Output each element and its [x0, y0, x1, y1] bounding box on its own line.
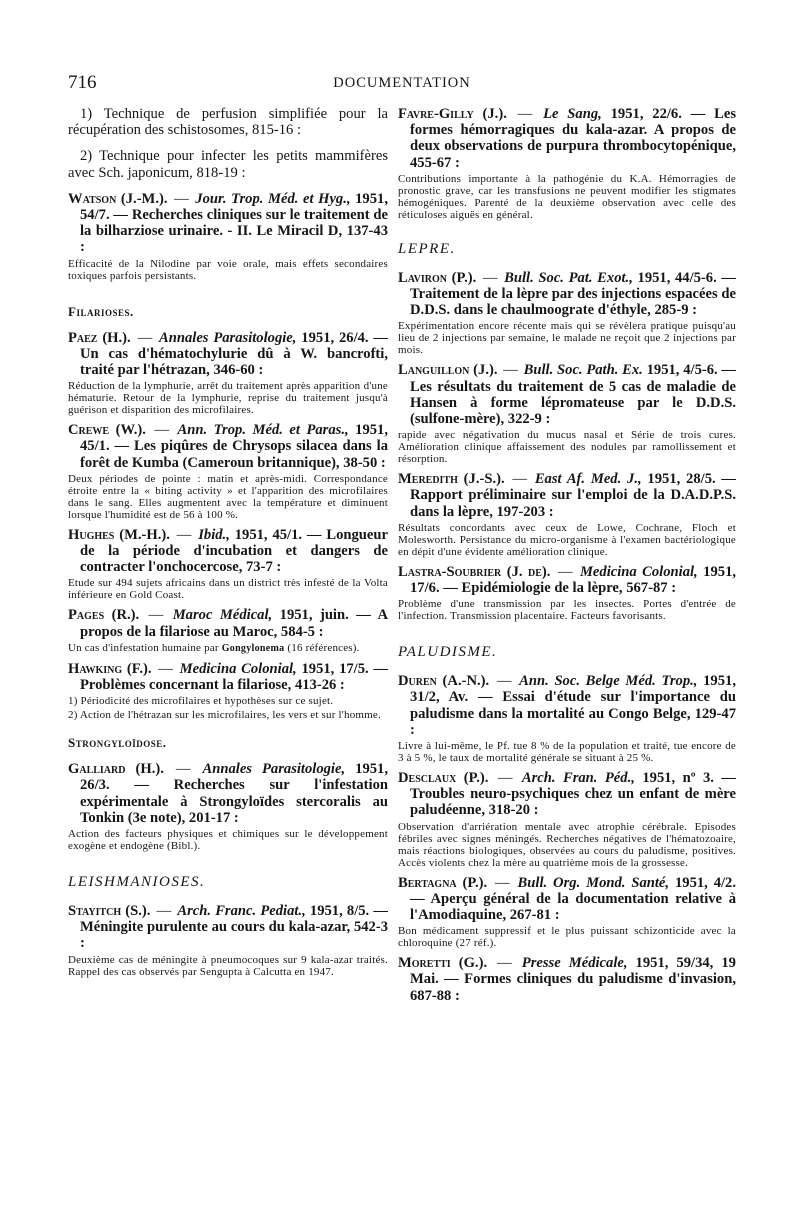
note-text: Un cas d'infestation humaine par: [68, 641, 219, 654]
entry-journal: Le Sang,: [543, 106, 602, 122]
entry-desclaux: Desclaux (P.). — Arch. Fran. Péd., 1951, nº 3. — Troubles neuro-psychiques chez un enfant de mère paludéenne, 318-20 : Observation d'arriération mentale avec atrophie cérébrale. Episodes fébriles avec signes méningés. Recherches négatives de l'hématozoaire, mais réactions biologiques, observées au cours du paludisme, positives. Accès violents chez la mère au quatrième mois de la grossesse.: [398, 770, 736, 869]
entry-author: Hawking (F.).: [68, 660, 152, 677]
entry-author: Stayitch (S.).: [68, 903, 151, 920]
running-title: DOCUMENTATION: [333, 75, 471, 91]
entry-note: 1) Périodicité des microfilaires et hypothèses sur ce sujet.: [68, 695, 334, 708]
entry-note: Bon médicament suppressif et le plus puissant schizonticide avec la chloroquine (27 réf.).: [398, 925, 736, 950]
entry-author: Lastra-Soubrier (J. de).: [398, 563, 551, 580]
entry-meredith: Meredith (J.-S.). — East Af. Med. J., 1951, 28/5. — Rapport préliminaire sur l'emploi de la D.A.D.P.S. dans la lèpre, 197-203 : Résultats concordants avec ceux de Lowe, Cochrane, Floch et Molesworth. Persistance du micro-organisme à l'examen bactériologique en dépit d'une évidente amélioration clinique.: [398, 471, 737, 558]
entry-author: Meredith (J.-S.).: [398, 471, 505, 488]
entry-journal: Bull. Org. Mond. Santé,: [517, 874, 670, 891]
entry-author: Pages (R.).: [68, 607, 140, 624]
entry-journal: Arch. Fran. Péd.,: [521, 770, 635, 787]
entry-hughes: Hughes (M.-H.). — Ibid., 1951, 45/1. — Longueur de la période d'incubation et dangers de contracter l'onchocercose, 73-7 : Etude sur 494 sujets africains dans un district très infesté de la Volta inférieure en Gold Coast.: [68, 526, 388, 602]
entry-note: Efficacité de la Nilodine par voie orale, mais effets secondaires toxiques parfois persistants.: [68, 257, 388, 282]
entry-note: Deux périodes de pointe : matin et après-midi. Correspondance étroite entre la « biting activity » et l'apparition des microfilaires dans le sang. Elles augmentent avec la température et diminuent lorsque l'humidité est de 56 à 100 %.: [68, 472, 388, 521]
entry-title: 1951, juin. — A propos de la filariose au Maroc, 584-5 :: [80, 607, 388, 640]
entry-galliard: Galliard (H.). — Annales Parasitologie, 1951, 26/3. — Recherches sur l'infestation expérimentale à Strongyloïdes stercoralis au Tonkin (3e note), 201-17 : Action des facteurs physiques et chimiques sur le développement exogène et endogène (Bibl.).: [68, 761, 388, 853]
entry-author: Desclaux (P.).: [398, 770, 489, 787]
entry-note: Problème d'une transmission par les insectes. Portes d'entrée de l'infection. Transmission placentaire. Facteurs favorisants.: [398, 598, 736, 623]
entry-title: 1951, 26/4. — Un cas d'hématochylurie dû à W. bancrofti, traité par l'hétrazan, 346-60 :: [80, 329, 389, 379]
entry-author: Moretti (G.).: [398, 955, 488, 972]
entry-title: 1951, 59/34, 19 Mai. — Formes cliniques du paludisme d'invasion, 687-88 :: [410, 955, 736, 1004]
entry-bertagna: Bertagna (P.). — Bull. Org. Mond. Santé, 1951, 4/2. — Aperçu général de la documentation relative à l'Amodiaquine, 267-81 : Bon médicament suppressif et le plus puissant schizonticide avec la chloroquine (27 réf.).: [398, 874, 736, 950]
note-genus: Gongylonema: [221, 642, 285, 654]
entry-author: Favre-Gilly (J.).: [398, 106, 507, 122]
left-column: [68, 106, 388, 984]
section-heading: LEPRE.: [398, 240, 456, 257]
section-heading: LEISHMANIOSES.: [68, 874, 206, 891]
entry-author: Bertagna (P.).: [398, 874, 488, 891]
entry-title: 1951, 45/1. — Les piqûres de Chrysops silacea dans la forêt de Kumba (Cameroun britannique), 38-50 :: [80, 422, 388, 471]
entry-favre-gilly: Favre-Gilly (J.). — Le Sang, 1951, 22/6. — Les formes hémorragiques du kala-azar. A propos de deux observations de purpura thrombocytopénique, 455-67 : Contributions importante à la pathogénie du K.A. Hémorragies de pronostic grave, car les transfusions ne peuvent modifier les stigmates hémogéniques. Parenté de la deuxième observation avec celle des réticuloses aiguës en général.: [398, 106, 737, 221]
entry-title: 1951, 22/6. — Les formes hémorragiques du kala-azar. A propos de deux observations de purpura thrombocytopénique, 455-67 :: [410, 106, 737, 171]
entry-lastra-soubrier: Lastra-Soubrier (J. de). — Medicina Colonial, 1951, 17/6. — Epidémiologie de la lèpre, 567-87 : Problème d'une transmission par les insectes. Portes d'entrée de l'infection. Transmission placentaire. Facteurs favorisants.: [398, 563, 737, 623]
intro-item-2: 2) Technique pour infecter les petits mammifères avec Sch. japonicum, 818-19 :: [68, 148, 388, 181]
entry-title: 1951, 4/5-6. — Les résultats du traitement de 5 cas de maladie de Hansen à forme lépromateuse par le D.D.S. (sulfone-mère), 322-9 :: [410, 362, 737, 428]
entry-title: 1951, 8/5. — Méningite purulente au cours du kala-azar, 542-3 :: [80, 903, 388, 952]
entry-note: Contributions importante à la pathogénie du K.A. Hémorragies de pronostic grave, car les transfusions ne peuvent modifier les stigmates hémogéniques. Parenté de la deuxième observation avec celle des réticuloses aiguës en général.: [398, 172, 736, 221]
entry-note: Résultats concordants avec ceux de Lowe, Cochrane, Floch et Molesworth. Persistance du micro-organisme à l'examen bactériologique en dépit d'une évidente amélioration clinique.: [398, 521, 736, 558]
entry-note: Deuxième cas de méningite à pneumocoques sur 9 kala-azar traités. Rappel des cas observés par Sengupta à Calcutta en 1947.: [68, 953, 388, 978]
entry-hawking: Hawking (F.). — Medicina Colonial, 1951, 17/5. — Problèmes concernant la filariose, 413-26 : 1) Périodicité des microfilaires et hypothèses sur ce sujet. 2) Action de l'hétrazan sur les microfilaires, les vers et sur l'homme.: [68, 660, 389, 722]
entry-pages: Pages (R.). — Maroc Médical, 1951, juin. — A propos de la filariose au Maroc, 584-5 : Un cas d'infestation humaine par Gongylonema (16 références).: [68, 607, 388, 654]
entry-journal: Medicina Colonial,: [179, 660, 297, 677]
entry-journal: East Af. Med. J.,: [534, 471, 642, 488]
entry-title: 1951, 17/5. — Problèmes concernant la filariose, 413-26 :: [80, 660, 389, 694]
entry-author: Paez (H.).: [68, 329, 131, 346]
entry-note: Etude sur 494 sujets africains dans un district très infesté de la Volta inférieure en Gold Coast.: [68, 577, 388, 602]
entry-author: Languillon (J.).: [398, 362, 498, 379]
entry-journal: Presse Médicale,: [521, 955, 628, 972]
entry-title: 1951, 31/2, Av. — Essai d'étude sur l'importance du paludisme dans la mortalité au Congo Belge, 129-47 :: [410, 673, 736, 738]
entry-journal: Annales Parasitologie,: [159, 329, 297, 346]
entry-title: 1951, 54/7. — Recherches cliniques sur le traitement de la bilharziose urinaire. - II. Le Miracil D, 137-43 :: [80, 190, 388, 256]
entry-title: 1951, 17/6. — Epidémiologie de la lèpre, 567-87 :: [410, 563, 737, 597]
entry-title: 1951, 28/5. — Rapport préliminaire sur l'emploi de la D.A.D.P.S. dans la lèpre, 197-203 :: [410, 471, 737, 520]
intro-item-1: 1) Technique de perfusion simplifiée pour la récupération des schistosomes, 815-16 :: [68, 106, 388, 139]
entry-title: 1951, 45/1. — Longueur de la période d'incubation et dangers de contracter l'onchocercose, 73-7 :: [80, 526, 388, 576]
entry-moretti: Moretti (G.). — Presse Médicale, 1951, 59/34, 19 Mai. — Formes cliniques du paludisme d'invasion, 687-88 :: [398, 955, 736, 1004]
entry-laviron: Laviron (P.). — Bull. Soc. Pat. Exot., 1951, 44/5-6. — Traitement de la lèpre par des injections espacées de D.D.S. dans le chaulmoograte d'éthyle, 285-9 : Expérimentation encore récente mais qui se révèlera pratique puisqu'au lieu de 2 injections par semaine, le malade ne reçoit que 2 injections par mois.: [398, 269, 736, 357]
entry-author: Laviron (P.).: [398, 269, 477, 286]
section-heading: Strongyloïdose.: [68, 735, 167, 751]
right-column: [398, 106, 736, 1010]
entry-note: Livre à lui-même, le Pf. tue 8 % de la population et traité, tue encore de 3 à 5 %, le taux de mortalité générale se situant à 25 %.: [398, 740, 736, 765]
entry-note: 2) Action de l'hétrazan sur les microfilaires, les vers et sur l'homme.: [68, 709, 381, 722]
entry-title: 1951, nº 3. — Troubles neuro-psychiques chez un enfant de mère paludéenne, 318-20 :: [410, 770, 736, 819]
entry-author: Hughes (M.-H.).: [68, 526, 170, 543]
entry-journal: Bull. Soc. Pat. Exot.,: [504, 269, 633, 286]
entry-journal: Ann. Soc. Belge Méd. Trop.,: [519, 673, 698, 690]
section-heading: PALUDISME.: [398, 644, 498, 661]
entry-journal: Jour. Trop. Méd. et Hyg.,: [195, 190, 351, 207]
entry-author: Crewe (W.).: [68, 422, 146, 439]
entry-author: Watson (J.-M.).: [68, 190, 168, 207]
entry-author: Duren (A.-N.).: [398, 673, 490, 690]
entry-author: Galliard (H.).: [68, 761, 164, 778]
entry-journal: Medicina Colonial,: [579, 563, 698, 580]
page-number: 716: [68, 72, 97, 93]
entry-journal: Maroc Médical,: [172, 607, 273, 624]
section-heading: Filarioses.: [68, 303, 134, 319]
entry-duren: Duren (A.-N.). — Ann. Soc. Belge Méd. Trop., 1951, 31/2, Av. — Essai d'étude sur l'importance du paludisme dans la mortalité au Congo Belge, 129-47 : Livre à lui-même, le Pf. tue 8 % de la population et traité, tue encore de 3 à 5 %, le taux de mortalité générale se situant à 25 %.: [398, 673, 736, 765]
entry-journal: Ann. Trop. Méd. et Paras.,: [177, 422, 349, 439]
entry-paez: Paez (H.). — Annales Parasitologie, 1951, 26/4. — Un cas d'hématochylurie dû à W. bancrofti, traité par l'hétrazan, 346-60 : Réduction de la lymphurie, arrêt du traitement après apparition d'une hématurie. Retour de la lymphurie, reprise du traitement jusqu'à guérison et disparition des microfilaires.: [68, 329, 389, 417]
entry-watson: Watson (J.-M.). — Jour. Trop. Méd. et Hyg., 1951, 54/7. — Recherches cliniques sur le traitement de la bilharziose urinaire. - II. Le Miracil D, 137-43 : Efficacité de la Nilodine par voie orale, mais effets secondaires toxiques parfois persistants.: [68, 190, 388, 282]
entry-languillon: Languillon (J.). — Bull. Soc. Path. Ex. 1951, 4/5-6. — Les résultats du traitement de 5 cas de maladie de Hansen à forme lépromateuse par le D.D.S. (sulfone-mère), 322-9 : rapide avec négativation du mucus nasal et Série de trois cures. Amélioration clinique affaissement des nodules par ramollissement et résorption.: [398, 362, 737, 466]
entry-title: 1951, 26/3. — Recherches sur l'infestation expérimentale à Strongyloïdes stercoralis au Tonkin (3e note), 201-17 :: [80, 761, 388, 826]
entry-note: Réduction de la lymphurie, arrêt du traitement après apparition d'une hématurie. Retour de la lymphurie, reprise du traitement jusqu'à guérison et disparition des microfilaires.: [68, 380, 388, 417]
entry-journal: Bull. Soc. Path. Ex.: [523, 362, 643, 379]
note-text: (16 références).: [287, 641, 360, 654]
entry-note: Observation d'arriération mentale avec atrophie cérébrale. Episodes fébriles avec signes méningés. Recherches négatives de l'hématozoaire, mais réactions biologiques, observées au cours du paludisme, positives. Accès violents chez la mère au quatrième mois de la grossesse.: [398, 820, 736, 869]
entry-note: Expérimentation encore récente mais qui se révèlera pratique puisqu'au lieu de 2 injections par semaine, le malade ne reçoit que 2 injections par mois.: [398, 320, 736, 357]
entry-note: Action des facteurs physiques et chimiques sur le développement exogène et endogène (Bibl.).: [68, 828, 388, 853]
entry-journal: Ibid.,: [198, 526, 230, 543]
entry-note: rapide avec négativation du mucus nasal et Série de trois cures. Amélioration clinique affaissement des nodules par ramollissement et résorption.: [398, 429, 736, 466]
page-header: [68, 72, 736, 96]
entry-title: 1951, 4/2. — Aperçu général de la documentation relative à l'Amodiaquine, 267-81 :: [410, 874, 736, 924]
entry-title: 1951, 44/5-6. — Traitement de la lèpre par des injections espacées de D.D.S. dans le chaulmoograte d'éthyle, 285-9 :: [410, 269, 736, 319]
entry-journal: Arch. Franc. Pediat.,: [177, 903, 306, 920]
entry-stayitch: Stayitch (S.). — Arch. Franc. Pediat., 1951, 8/5. — Méningite purulente au cours du kala-azar, 542-3 : Deuxième cas de méningite à pneumocoques sur 9 kala-azar traités. Rappel des cas observés par Sengupta à Calcutta en 1947.: [68, 903, 388, 978]
entry-crewe: Crewe (W.). — Ann. Trop. Méd. et Paras., 1951, 45/1. — Les piqûres de Chrysops silacea dans la forêt de Kumba (Cameroun britannique), 38-50 : Deux périodes de pointe : matin et après-midi. Correspondance étroite entre la « biting activity » et l'apparition des microfilaires dans le sang. Elles augmentent avec la température et diminuent lorsque l'humidité est de 56 à 100 %.: [68, 422, 388, 521]
entry-journal: Annales Parasitologie,: [202, 761, 346, 778]
entry-note: [68, 642, 388, 655]
